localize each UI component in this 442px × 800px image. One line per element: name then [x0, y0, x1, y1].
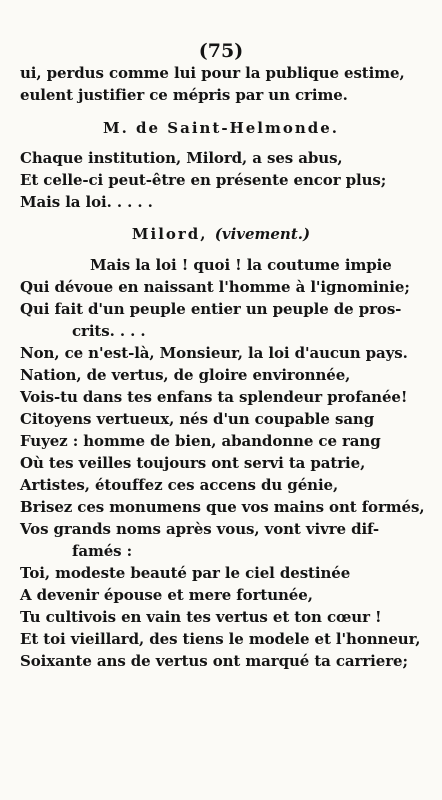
stage-direction: (vivement.): [214, 225, 311, 243]
verse-line: Et celle-ci peut-être en présente encor plus;: [20, 171, 387, 189]
verse-line: Artistes, étouffez ces accens du génie,: [20, 476, 339, 494]
verse-line: Toi, modeste beauté par le ciel destinée: [20, 564, 351, 582]
verse-line: Mais la loi ! quoi ! la coutume impie: [90, 256, 392, 274]
verse-line: Brisez ces monumens que vos mains ont formés,: [20, 498, 425, 516]
speaker-heading: M. de Saint-Helmonde.: [102, 119, 340, 137]
verse-line: ui, perdus comme lui pour la publique estime,: [20, 64, 405, 82]
verse-line: Qui fait d'un peuple entier un peuple de pros-: [20, 300, 402, 318]
verse-line: eulent justifier ce mépris par un crime.: [20, 86, 348, 104]
page-number: (75): [198, 40, 244, 62]
verse-line: Nation, de vertus, de gloire environnée,: [20, 366, 351, 384]
verse-line: Soixante ans de vertus ont marqué ta carriere;: [20, 652, 408, 670]
verse-line: crits. . . .: [72, 322, 146, 340]
speaker-name: Milord,: [131, 225, 208, 243]
verse-line: famés :: [72, 542, 133, 560]
speaker-heading: [0, 225, 442, 243]
verse-line: Non, ce n'est-là, Monsieur, la loi d'aucun pays.: [20, 344, 408, 362]
verse-line: Où tes veilles toujours ont servi ta patrie,: [20, 454, 366, 472]
verse-line: Citoyens vertueux, nés d'un coupable sang: [20, 410, 375, 428]
verse-line: Mais la loi. . . . .: [20, 193, 153, 211]
verse-line: Vois-tu dans tes enfans ta splendeur profanée!: [20, 388, 408, 406]
verse-line: Qui dévoue en naissant l'homme à l'ignominie;: [20, 278, 410, 296]
verse-line: A devenir épouse et mere fortunée,: [20, 586, 313, 604]
verse-line: Tu cultivois en vain tes vertus et ton cœur !: [20, 608, 382, 626]
verse-line: Chaque institution, Milord, a ses abus,: [20, 149, 343, 167]
verse-line: Fuyez : homme de bien, abandonne ce rang: [20, 432, 381, 450]
verse-line: Vos grands noms après vous, vont vivre dif-: [20, 520, 379, 538]
verse-line: Et toi vieillard, des tiens le modele et l'honneur,: [20, 630, 421, 648]
